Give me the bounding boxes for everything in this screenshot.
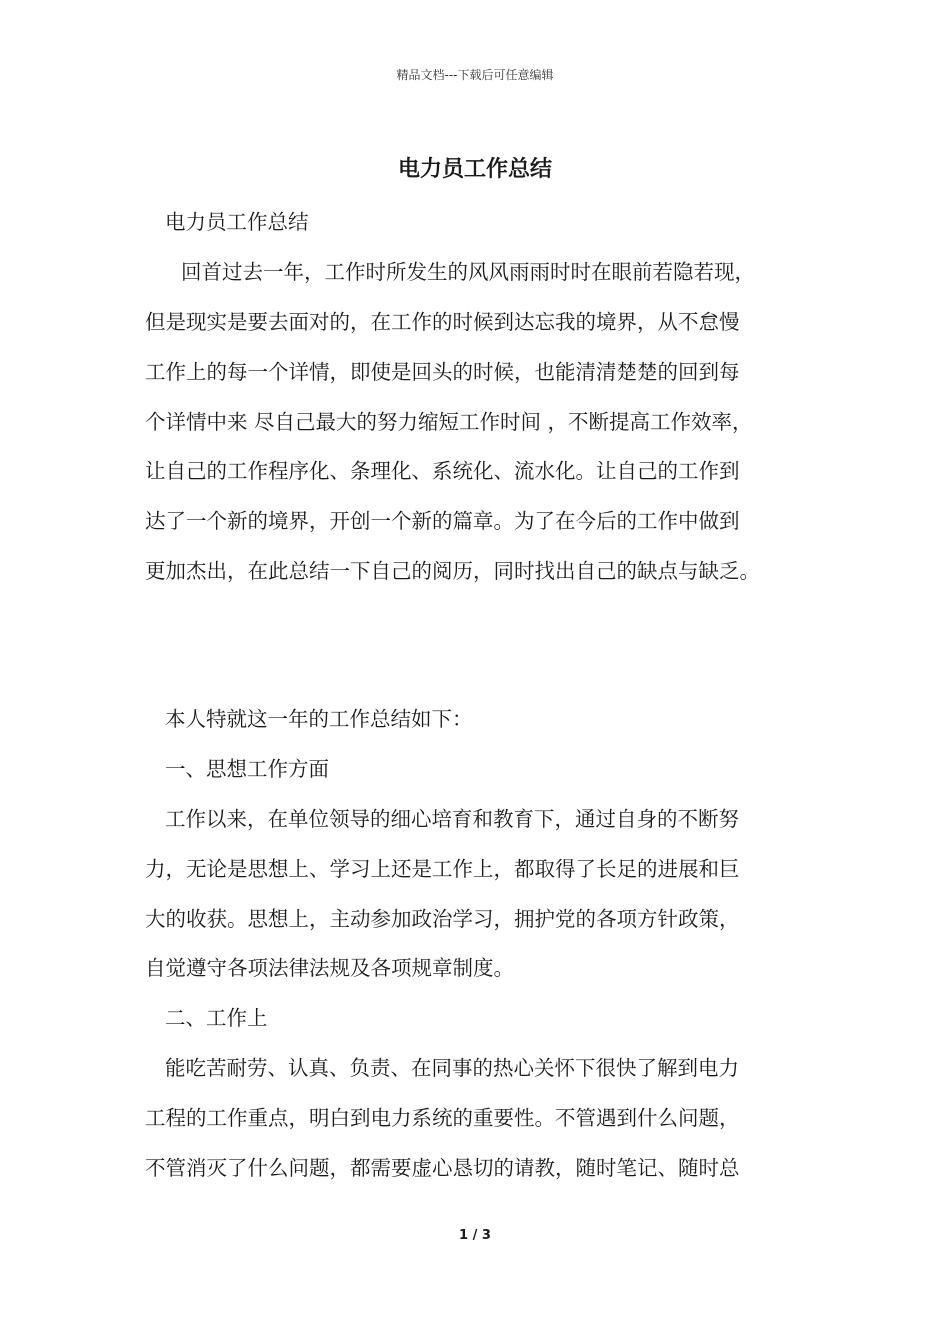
paragraph-line: 工作上的每一个详情，即使是回头的时候，也能清清楚楚的回到每 (145, 360, 740, 384)
page-number: 1 / 3 (459, 1228, 491, 1243)
paragraph-line: 能吃苦耐劳、认真、负责、在同事的热心关怀下很快了解到电力 (165, 1056, 739, 1080)
paragraph-line: 工程的工作重点，明白到电力系统的重要性。不管遇到什么问题， (145, 1106, 740, 1130)
paragraph-line: 大的收获。思想上，主动参加政治学习，拥护党的各项方针政策， (145, 907, 740, 931)
document-title: 电力员工作总结 (397, 156, 552, 182)
paragraph-line: 让自己的工作程序化、条理化、系统化、流水化。让自己的工作到 (145, 459, 740, 483)
paragraph-line: 回首过去一年，工作时所发生的风风雨雨时时在眼前若隐若现， (181, 260, 755, 284)
document-subtitle: 电力员工作总结 (165, 210, 309, 234)
paragraph-line: 达了一个新的境界，开创一个新的篇章。为了在今后的工作中做到 (145, 509, 740, 533)
paragraph-line: 自觉遵守各项法律法规及各项规章制度。 (145, 956, 514, 980)
paragraph-line: 力，无论是思想上、学习上还是工作上，都取得了长足的进展和巨 (145, 857, 740, 881)
paragraph-line: 工作以来，在单位领导的细心培育和教育下，通过自身的不断努 (165, 807, 739, 831)
intro-line: 本人特就这一年的工作总结如下： (165, 707, 473, 731)
paragraph-line: 不管消灭了什么问题，都需要虚心恳切的请教，随时笔记、随时总 (145, 1156, 740, 1180)
paragraph-line: 个详情中来 尽自己最大的努力缩短工作时间 ，不断提高工作效率， (145, 410, 753, 434)
section-heading-2: 二、工作上 (165, 1006, 268, 1030)
paragraph-line: 更加杰出，在此总结一下自己的阅历，同时找出自己的缺点与缺乏。 (145, 559, 760, 583)
paragraph-line: 但是现实是要去面对的，在工作的时候到达忘我的境界，从不怠慢 (145, 310, 740, 334)
section-heading-1: 一、思想工作方面 (165, 757, 329, 781)
header-note: 精品文档---下载后可任意编辑 (396, 68, 554, 82)
